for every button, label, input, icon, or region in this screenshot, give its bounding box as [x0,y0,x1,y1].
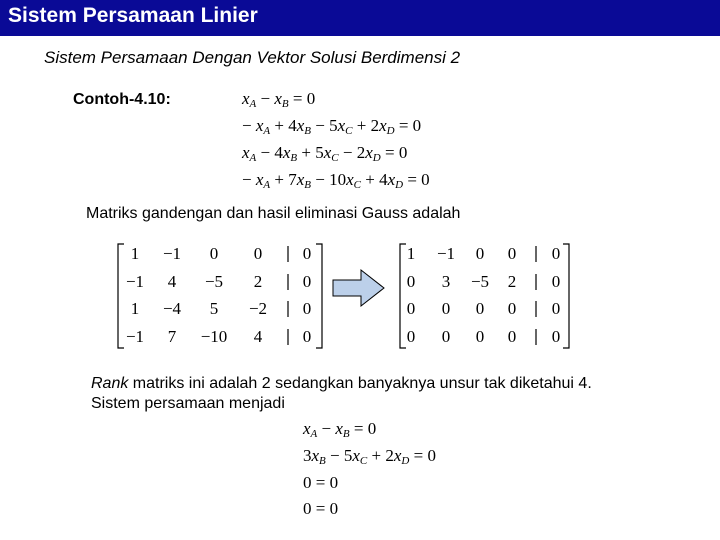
eliminated-matrix-cell: 0 [406,272,416,291]
eliminated-matrix-cell: 0 [406,327,416,346]
result-equation-2: $3x_B - 5x_C + 2x_D = 0$ [303,446,436,467]
eliminated-matrix-cell: 0 [507,299,517,318]
augmented-matrix-cell: 4 [253,327,263,346]
matrix-description: Matriks gandengan dan hasil eliminasi Gauss adalah [86,205,461,222]
slide-title: Sistem Persamaan Linier [8,4,258,27]
augmented-matrix-cell: −10 [200,327,228,346]
augmented-matrix-cell: 2 [253,272,263,291]
system-becomes: Sistem persamaan menjadi [91,395,285,412]
eliminated-matrix-cell: 0 [475,327,485,346]
augmented-matrix-cell: 0 [302,327,312,346]
augmented-matrix-cell: 0 [253,244,263,263]
augmented-matrix-cell: 7 [167,327,177,346]
eliminated-matrix-cell: 0 [507,327,517,346]
equation-4: − $x_A + 7x_B - 10x_C + 4x_D = 0$ [242,170,430,191]
eliminated-matrix-cell: 0 [507,244,517,263]
eliminated-matrix-cell: 0 [441,299,451,318]
eliminated-matrix-cell: 0 [551,299,561,318]
right-arrow-icon [333,270,384,306]
rank-sentence: matriks ini adalah 2 sedangkan banyaknya unsur tak diketahui 4. [128,375,592,392]
augmented-matrix-cell: 0 [302,272,312,291]
result-equation-4: 0 = 0 [303,499,339,518]
result-equation-1: $x_A - x_B = 0$ [303,419,377,440]
eliminated-matrix-cell: 1 [406,244,416,263]
equation-3: $x_A - 4x_B + 5x_C - 2x_D = 0$ [242,143,408,164]
slide-subtitle: Sistem Persamaan Dengan Vektor Solusi Berdimensi 2 [44,48,461,67]
augmented-matrix-cell: 0 [302,299,312,318]
eliminated-matrix-cell: 0 [475,299,485,318]
augmented-matrix-cell: −4 [162,299,182,318]
eliminated-matrix-cell: 0 [475,244,485,263]
rank-note [91,374,592,414]
equation-1: $x_A - x_B = 0$ [242,89,316,110]
eliminated-matrix-cell: −5 [470,272,490,291]
eliminated-matrix-cell: 0 [406,299,416,318]
augmented-matrix-cell: 4 [167,272,177,291]
eliminated-matrix-cell: 3 [441,272,451,291]
equation-2: − $x_A + 4x_B - 5x_C + 2x_D = 0$ [242,116,422,137]
augmented-matrix-cell: 0 [209,244,219,263]
augmented-matrix [118,244,322,348]
augmented-matrix-cell: −5 [204,272,224,291]
augmented-matrix-cell: −2 [248,299,268,318]
eliminated-matrix-cell: 0 [551,272,561,291]
augmented-matrix-cell: 1 [130,299,140,318]
eliminated-matrix-cell: 2 [507,272,517,291]
augmented-matrix-cell: −1 [162,244,182,263]
augmented-matrix-cell: 0 [302,244,312,263]
rank-word: Rank [91,375,129,392]
eliminated-matrix [400,244,569,348]
example-label: Contoh-4.10: [73,91,171,108]
augmented-matrix-cell: −1 [125,272,145,291]
eliminated-matrix-cell: −1 [436,244,456,263]
eliminated-matrix-cell: 0 [551,244,561,263]
eliminated-matrix-cell: 0 [441,327,451,346]
eliminated-matrix-cell: 0 [551,327,561,346]
result-equation-3: 0 = 0 [303,473,339,492]
augmented-matrix-cell: 5 [209,299,219,318]
augmented-matrix-cell: 1 [130,244,140,263]
augmented-matrix-cell: −1 [125,327,145,346]
